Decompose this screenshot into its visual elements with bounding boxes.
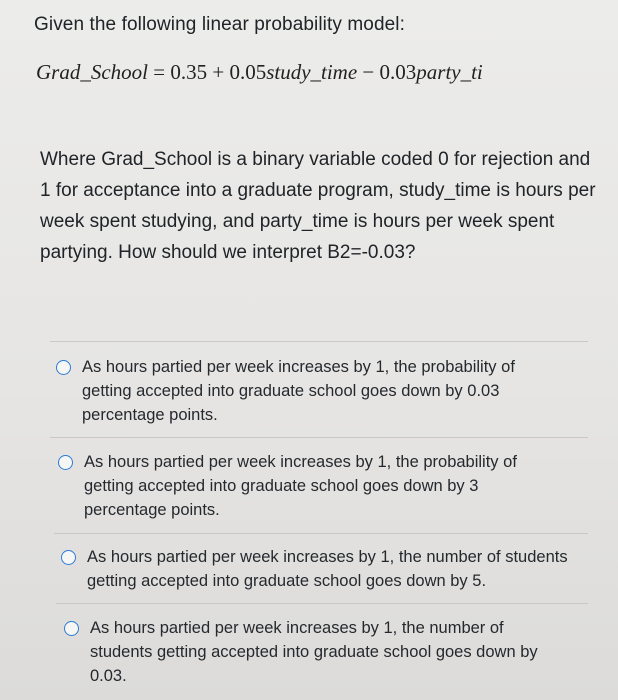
radio-button[interactable] bbox=[56, 360, 71, 375]
radio-button[interactable] bbox=[61, 550, 76, 565]
equation-coef-study: 0.05 bbox=[229, 60, 267, 84]
answer-option-label: As hours partied per week increases by 1, the number of students getting accepted into graduate school goes down by 0.03. bbox=[90, 619, 538, 685]
equation-intercept: 0.35 bbox=[170, 60, 208, 84]
radio-button[interactable] bbox=[64, 621, 79, 636]
answer-option-4[interactable] bbox=[64, 616, 560, 688]
model-equation bbox=[36, 60, 616, 85]
question-text: Where Grad_School is a binary variable coded 0 for rejection and 1 for acceptance into a graduate program, study_time is hours per week spent studying, and party_time is hours per week spent partying. How should we interpret B2=-0.03? bbox=[40, 149, 596, 263]
answer-option-2[interactable] bbox=[58, 450, 554, 522]
equation-plus: + bbox=[207, 60, 230, 84]
answer-option-3[interactable] bbox=[61, 545, 587, 593]
equation-var-party: party_ti bbox=[416, 60, 483, 84]
equation-minus: − bbox=[357, 60, 380, 84]
answer-option-label: As hours partied per week increases by 1, the number of students getting accepted into graduate school goes down by 5. bbox=[87, 548, 568, 590]
option-divider bbox=[54, 533, 588, 534]
option-divider bbox=[56, 603, 588, 604]
radio-button[interactable] bbox=[58, 455, 73, 470]
equation-equals: = bbox=[148, 60, 171, 84]
answer-option-label: As hours partied per week increases by 1, the probability of getting accepted into graduate school goes down by 3 percentage points. bbox=[84, 453, 517, 519]
option-divider bbox=[50, 437, 588, 438]
question-heading: Given the following linear probability model: bbox=[34, 14, 405, 35]
answer-option-label: As hours partied per week increases by 1, the probability of getting accepted into graduate school goes down by 0.03 percentage points. bbox=[82, 358, 515, 424]
equation-var-study: study_time bbox=[266, 60, 358, 84]
answer-option-1[interactable] bbox=[56, 355, 552, 427]
option-divider bbox=[50, 341, 588, 342]
equation-coef-party: 0.03 bbox=[379, 60, 417, 84]
equation-lhs: Grad_School bbox=[36, 60, 148, 84]
